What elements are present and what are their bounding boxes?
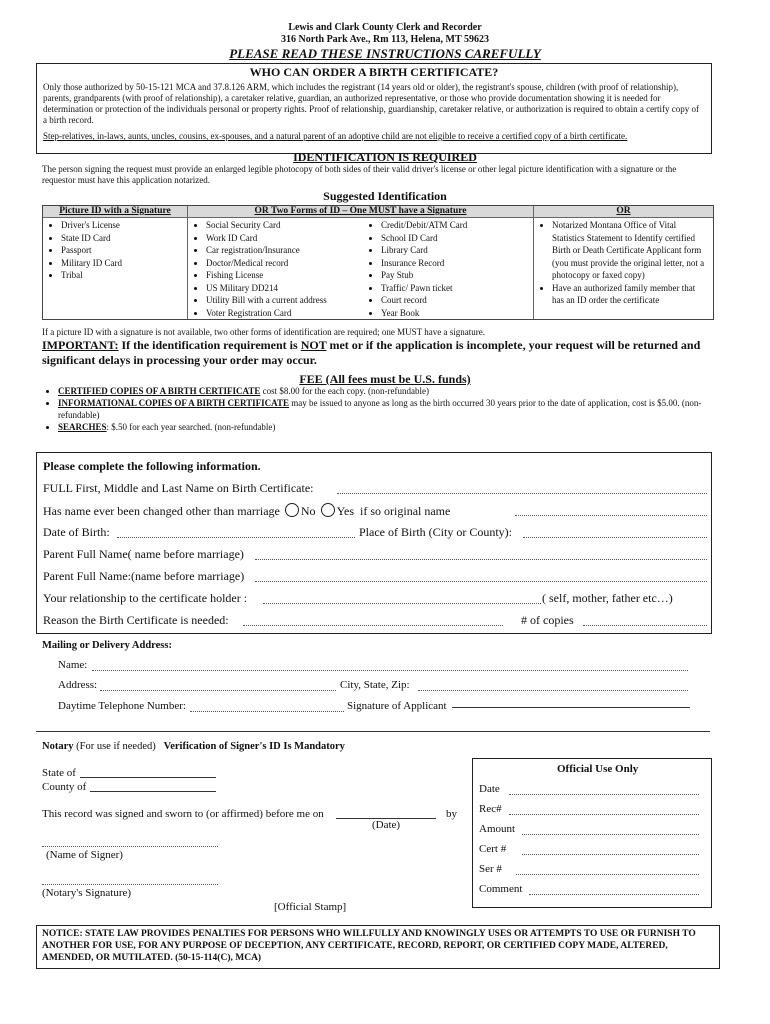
picture-id-item: • Military ID Card (61, 257, 187, 270)
two-forms-a-item: • Utility Bill with a current address (206, 294, 381, 307)
parent2-label: Parent Full Name:(name before marriage) (43, 569, 245, 583)
notary-label-2: (For use if needed) (76, 741, 156, 752)
phone-label: Daytime Telephone Number: (58, 700, 186, 712)
official-field-label: Amount (479, 823, 516, 835)
official-use-box (472, 758, 712, 908)
official-field-label: Rec# (479, 803, 502, 815)
parent1-field[interactable] (255, 559, 707, 560)
applicant-info-box (36, 452, 712, 634)
official-field-input[interactable] (522, 834, 699, 835)
name-changed-row (43, 503, 450, 519)
two-forms-a-item: • Work ID Card (206, 232, 381, 245)
relationship-hint: ( self, mother, father etc…) (542, 591, 673, 605)
mailing-heading: Mailing or Delivery Address: (42, 640, 172, 651)
fee-searches (58, 421, 738, 433)
notary-signature-caption: (Notary's Signature) (42, 887, 132, 899)
relationship-label: Your relationship to the certificate holder : (43, 591, 248, 605)
signature-label: Signature of Applicant (347, 700, 447, 712)
parent1-label: Parent Full Name( name before marriage) (43, 547, 244, 561)
original-name-field[interactable] (515, 515, 707, 516)
identification-title: IDENTIFICATION IS REQUIRED (293, 150, 477, 164)
important-label: IMPORTANT: (42, 338, 119, 352)
two-forms-header: OR Two Forms of ID – One MUST have a Signature (188, 206, 533, 218)
full-name-label: FULL First, Middle and Last Name on Birth Certificate: (43, 481, 314, 495)
mailing-address-field[interactable] (100, 690, 336, 691)
fee-certified (58, 385, 738, 397)
picture-id-item: • State ID Card (61, 232, 187, 245)
two-forms-b-item: • Insurance Record (381, 257, 551, 270)
official-field-input[interactable] (509, 814, 699, 815)
two-forms-b-item: • Traffic/ Pawn ticket (381, 282, 551, 295)
or-header: OR (534, 206, 713, 218)
section-divider (36, 731, 710, 732)
full-name-field[interactable] (337, 493, 707, 494)
instructions-heading: PLEASE READ THESE INSTRUCTIONS CAREFULLY (229, 46, 541, 61)
fee-searches-label: SEARCHES (58, 422, 107, 432)
two-forms-list-b (363, 219, 551, 319)
notary-header (42, 741, 345, 752)
form-heading: Please complete the following information. (43, 459, 261, 473)
reason-field[interactable] (243, 625, 503, 626)
pob-label: Place of Birth (City or County): (359, 525, 512, 539)
identification-table (42, 205, 714, 320)
official-use-title: Official Use Only (557, 763, 639, 775)
county-label: County of (42, 781, 87, 793)
mailing-name-field[interactable] (92, 670, 688, 671)
fee-informational-label: INFORMATIONAL COPIES OF A BIRTH CERTIFICATE (58, 398, 289, 408)
suggested-identification-title: Suggested Identification (323, 189, 447, 203)
picture-id-list (43, 219, 187, 282)
reason-label: Reason the Birth Certificate is needed: (43, 613, 229, 627)
id-note (42, 327, 485, 337)
picture-id-column (43, 206, 188, 319)
fee-certified-text: cost $8.00 for the each copy. (non-refundable) (260, 386, 429, 396)
state-label: State of (42, 767, 76, 779)
two-forms-column (188, 206, 534, 319)
mailing-address-label: Address: (58, 679, 98, 691)
parent2-field[interactable] (255, 581, 707, 582)
sworn-label: This record was signed and sworn to (or affirmed) before me on (42, 808, 324, 820)
name-changed-label: Has name ever been changed other than marriage (43, 504, 280, 518)
fee-informational (58, 397, 738, 421)
two-forms-b-item: • Credit/Debit/ATM Card (381, 219, 551, 232)
fee-list (42, 385, 738, 433)
copies-field[interactable] (583, 625, 707, 626)
fee-informational-text: may be issued to anyone as long as the birth occurred 30 years prior to the date of application, cost is $5.00. (non-refundable) (58, 398, 702, 420)
verification-label: Verification of Signer's ID Is Mandatory (163, 741, 345, 752)
official-field-input[interactable] (509, 794, 699, 795)
id-note-text: If a picture ID with a signature is not available, two other forms of identification are required; one MUST have a signature. (42, 327, 485, 337)
signer-caption: (Name of Signer) (46, 849, 123, 861)
notary-label: Notary (42, 741, 74, 752)
mailing-name-label: Name: (58, 659, 88, 671)
official-field-input[interactable] (529, 894, 700, 895)
picture-id-item: • Driver's License (61, 219, 187, 232)
or-option-item: • Notarized Montana Office of Vital Statistics Statement to Identify certified Birth or Death Certificate Applicant form (you must provide the original letter, not a photocopy or faxed copy) (552, 219, 709, 282)
two-forms-a-item: • US Military DD214 (206, 282, 381, 295)
relationship-field[interactable] (263, 603, 541, 604)
two-forms-b-item: • Year Book (381, 307, 551, 320)
two-forms-a-item: • Social Security Card (206, 219, 381, 232)
pob-field[interactable] (523, 537, 707, 538)
or-column (534, 206, 713, 319)
two-forms-a-item: • Doctor/Medical record (206, 257, 381, 270)
identification-text: The person signing the request must provide an enlarged legible photocopy of both sides of their valid driver's license or other legal picture identification with a signature or the requestor must have this application notarized. (42, 164, 677, 185)
two-forms-a-item: • Voter Registration Card (206, 307, 381, 320)
no-radio[interactable] (285, 503, 299, 517)
two-forms-b-item: • Library Card (381, 244, 551, 257)
dob-field[interactable] (117, 537, 355, 538)
important-not: NOT (300, 338, 327, 352)
official-field-input[interactable] (522, 854, 699, 855)
signer-name-field[interactable] (42, 846, 218, 847)
yes-label: Yes (336, 504, 355, 518)
original-name-label: if so original name (360, 504, 451, 518)
no-label: No (300, 504, 316, 518)
state-field[interactable] (80, 777, 216, 778)
office-address: 316 North Park Ave., Rm 113, Helena, MT 59623 (281, 34, 489, 45)
yes-radio[interactable] (321, 503, 335, 517)
fee-title: FEE (All fees must be U.S. funds) (299, 372, 471, 386)
who-can-order-box (36, 63, 712, 154)
legal-notice: NOTICE: STATE LAW PROVIDES PENALTIES FOR PERSONS WHO WILLFULLY AND KNOWINGLY USES OR ATTEMPTS TO USE OR FURNISH TO ANOTHER FOR USE, FOR ANY PURPOSE OF DECEPTION, ANY CERTIFICATE, RECORD, REPORT, OR CERTIFIED COPY MADE, ALTERED, AMENDED, OR MUTILATED. (50-15-114(C), MCA) (36, 925, 720, 969)
picture-id-item: • Tribal (61, 269, 187, 282)
two-forms-a-item: • Car registration/Insurance (206, 244, 381, 257)
or-option-item: • Have an authorized family member that has an ID order the certificate (552, 282, 709, 307)
signature-field[interactable] (452, 707, 690, 708)
phone-field[interactable] (190, 711, 344, 712)
official-field-label: Comment (479, 883, 523, 895)
who-can-order-title: WHO CAN ORDER A BIRTH CERTIFICATE? (249, 65, 499, 79)
dob-label: Date of Birth: (43, 525, 110, 539)
by-label: by (446, 808, 457, 820)
official-field-label: Date (479, 783, 500, 795)
two-forms-list-a (188, 219, 381, 319)
date-caption: (Date) (372, 819, 401, 831)
copies-label: # of copies (521, 613, 574, 627)
important-text-2: met or if the application is incomplete, your request will be returned and significant delays in processing your order may occur. (42, 338, 701, 367)
notary-signature-field[interactable] (42, 884, 218, 885)
picture-id-header: Picture ID with a Signature (43, 206, 187, 218)
ineligible-text: Step-relatives, in-laws, aunts, uncles, cousins, ex-spouses, and a natural parent of an adoptive child are not eligible to receive a certified copy of a birth certificate. (43, 131, 628, 141)
or-list (534, 219, 713, 307)
fee-certified-label: CERTIFIED COPIES OF A BIRTH CERTIFICATE (58, 386, 261, 396)
two-forms-a-item: • Fishing License (206, 269, 381, 282)
important-notice (42, 338, 722, 368)
important-text-1: If the identification requirement is (118, 338, 301, 352)
office-name: Lewis and Clark County Clerk and Recorder (288, 22, 482, 33)
official-field-label: Ser # (479, 863, 502, 875)
mailing-city-field[interactable] (418, 690, 688, 691)
picture-id-item: • Passport (61, 244, 187, 257)
mailing-city-label: City, State, Zip: (340, 679, 410, 691)
who-can-order-text: Only those authorized by 50-15-121 MCA and 37.8.126 ARM, which includes the registrant (14 years old or older), the registrant's spouse, children (with proof of relationship), parents, grandparents (with proof of relationship), a caretaker relative, guardian, an authorized representative, or those who provide documentation showing it is needed for determination or protection of the individuals personal or property rights. Proof of relationship, guardianship, caretaker relative, or authorization is required to obtain a certify copy of a birth record. (43, 82, 700, 125)
official-field-label: Cert # (479, 843, 507, 855)
official-stamp-label: [Official Stamp] (274, 901, 347, 913)
two-forms-b-item: • Court record (381, 294, 551, 307)
fee-searches-text: : $.50 for each year searched. (non-refundable) (106, 422, 276, 432)
two-forms-b-item: • School ID Card (381, 232, 551, 245)
county-field[interactable] (90, 791, 216, 792)
two-forms-b-item: • Pay Stub (381, 269, 551, 282)
official-field-input[interactable] (516, 874, 700, 875)
